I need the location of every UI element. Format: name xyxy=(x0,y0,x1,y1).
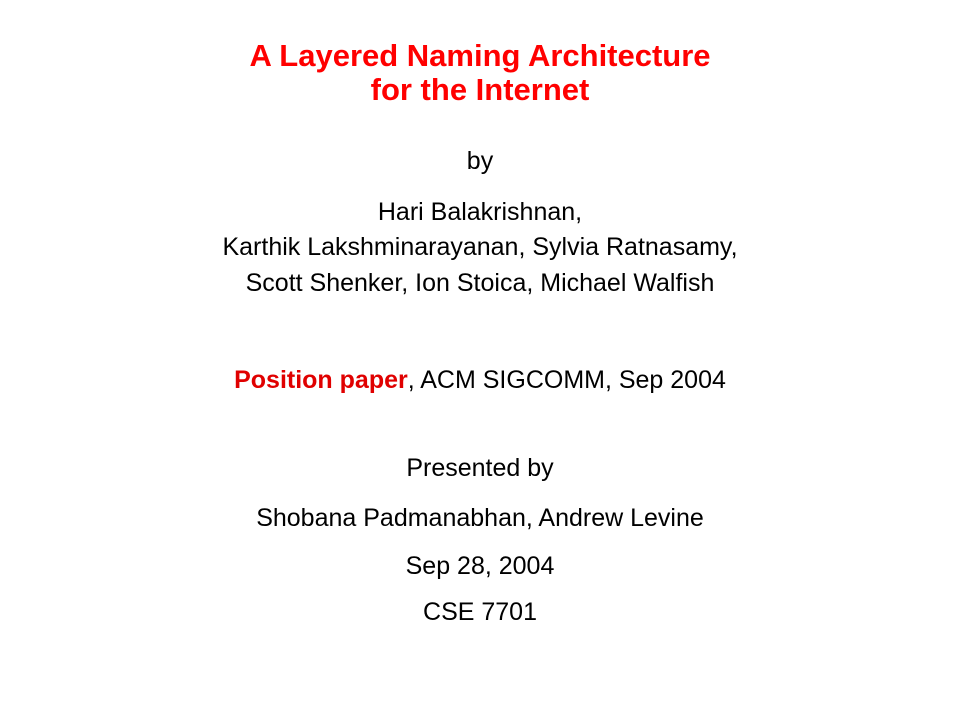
author-line-1: Hari Balakrishnan, xyxy=(377,198,583,226)
presentation-date: Sep 28, 2004 xyxy=(405,552,555,580)
title-line-2: for the Internet xyxy=(370,72,590,107)
title-line-1: A Layered Naming Architecture xyxy=(249,38,711,73)
course-number: CSE 7701 xyxy=(423,598,537,626)
venue-highlight: Position paper xyxy=(234,366,408,394)
by-label: by xyxy=(466,147,494,175)
author-line-2: Karthik Lakshminarayanan, Sylvia Ratnasamy, xyxy=(222,233,738,261)
author-line-3: Scott Shenker, Ion Stoica, Michael Walfish xyxy=(245,269,715,297)
venue-line xyxy=(0,365,960,395)
presented-by-label: Presented by xyxy=(406,454,554,482)
venue-rest: , ACM SIGCOMM, Sep 2004 xyxy=(407,366,726,394)
presenters: Shobana Padmanabhan, Andrew Levine xyxy=(256,504,704,532)
